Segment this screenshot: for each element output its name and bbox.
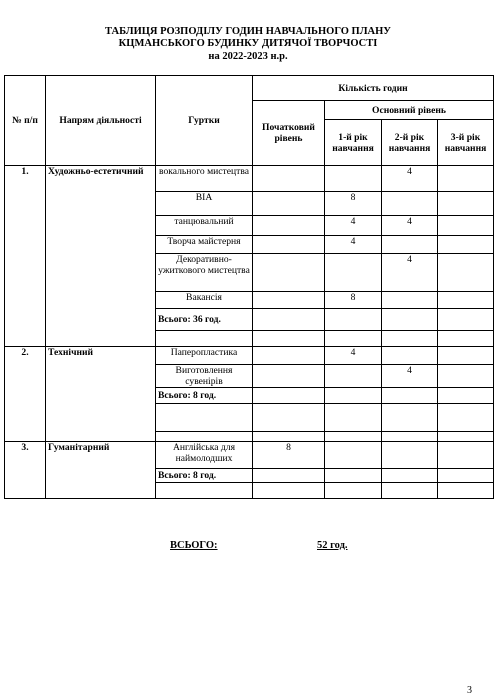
hours-year-3-cell <box>438 365 494 388</box>
club-name-cell: Англійська для наймолодших <box>156 442 253 469</box>
hours-year-2-cell: 4 <box>382 166 438 192</box>
header-num: № п/п <box>5 76 46 166</box>
hours-year-3-cell <box>438 254 494 292</box>
hours-year-3-cell <box>438 236 494 254</box>
section-number: 3. <box>5 442 46 499</box>
club-name-cell: Виготовлення сувенірів <box>156 365 253 388</box>
header-hours: Кількість годин <box>253 76 494 101</box>
page-number: 3 <box>467 685 472 696</box>
club-name-cell: Декоративно-ужиткового мистецтва <box>156 254 253 292</box>
section-total-cell: Всього: 8 год. <box>156 388 253 404</box>
hours-year-2-cell <box>382 442 438 469</box>
empty-cell <box>382 404 438 432</box>
hours-year-3-cell <box>438 192 494 216</box>
empty-cell <box>325 432 382 442</box>
hours-initial-cell <box>253 192 325 216</box>
section-number: 1. <box>5 166 46 347</box>
empty-cell <box>325 404 382 432</box>
header-row-1 <box>5 76 494 101</box>
empty-cell <box>438 331 494 347</box>
club-name-cell: вокального мистецтва <box>156 166 253 192</box>
header-year-3: 3-й рік навчання <box>438 120 494 166</box>
hours-year-1-cell: 8 <box>325 292 382 309</box>
empty-cell <box>253 469 325 483</box>
empty-cell <box>253 432 325 442</box>
empty-cell <box>253 309 325 331</box>
hours-year-2-cell <box>382 292 438 309</box>
empty-cell <box>438 432 494 442</box>
hours-initial-cell <box>253 166 325 192</box>
empty-cell <box>325 483 382 499</box>
hours-year-3-cell <box>438 166 494 192</box>
hours-initial-cell <box>253 292 325 309</box>
empty-cell <box>156 404 253 432</box>
empty-cell <box>156 432 253 442</box>
header-direction: Напрям діяльності <box>46 76 156 166</box>
hours-year-2-cell <box>382 192 438 216</box>
hours-year-2-cell: 4 <box>382 365 438 388</box>
empty-cell <box>253 331 325 347</box>
club-name-cell: Творча майстерня <box>156 236 253 254</box>
hours-year-1-cell <box>325 254 382 292</box>
empty-cell <box>382 469 438 483</box>
hours-year-1-cell: 4 <box>325 236 382 254</box>
empty-cell <box>438 404 494 432</box>
empty-cell <box>253 388 325 404</box>
hours-year-1-cell: 8 <box>325 192 382 216</box>
hours-year-2-cell <box>382 347 438 365</box>
hours-initial-cell <box>253 236 325 254</box>
document-title-line-2: КЦМАНСЬКОГО БУДИНКУ ДИТЯЧОЇ ТВОРЧОСТІ <box>118 38 378 49</box>
empty-cell <box>438 309 494 331</box>
hours-year-3-cell <box>438 292 494 309</box>
document-title-line-1: ТАБЛИЦЯ РОЗПОДІЛУ ГОДИН НАВЧАЛЬНОГО ПЛАНУ <box>105 26 391 37</box>
table-body <box>5 166 494 499</box>
section-total-cell: Всього: 8 год. <box>156 469 253 483</box>
club-name-cell: танцювальний <box>156 216 253 236</box>
header-initial: Початковий рівень <box>253 101 325 166</box>
hours-year-2-cell: 4 <box>382 216 438 236</box>
empty-cell <box>382 388 438 404</box>
empty-cell <box>325 331 382 347</box>
grand-total-value: 52 год. <box>317 540 348 551</box>
hours-year-2-cell: 4 <box>382 254 438 292</box>
header-year-2: 2-й рік навчання <box>382 120 438 166</box>
hours-year-3-cell <box>438 347 494 365</box>
club-name-cell: ВІА <box>156 192 253 216</box>
club-name-cell: Вакансія <box>156 292 253 309</box>
empty-cell <box>156 331 253 347</box>
section-direction: Гуманітарний <box>46 442 156 499</box>
section-direction: Технічний <box>46 347 156 442</box>
hours-year-1-cell <box>325 442 382 469</box>
empty-cell <box>325 309 382 331</box>
empty-cell <box>438 388 494 404</box>
empty-cell <box>253 483 325 499</box>
section-total-cell: Всього: 36 год. <box>156 309 253 331</box>
empty-cell <box>325 388 382 404</box>
table-row <box>5 166 494 192</box>
hours-initial-cell <box>253 347 325 365</box>
header-basic: Основний рівень <box>325 101 494 120</box>
empty-cell <box>382 309 438 331</box>
empty-cell <box>438 483 494 499</box>
table-row <box>5 347 494 365</box>
empty-cell <box>438 469 494 483</box>
header-year-1: 1-й рік навчання <box>325 120 382 166</box>
header-clubs: Гуртки <box>156 76 253 166</box>
hours-year-1-cell: 4 <box>325 347 382 365</box>
hours-year-2-cell <box>382 236 438 254</box>
empty-cell <box>382 331 438 347</box>
table-row <box>5 442 494 469</box>
empty-cell <box>253 404 325 432</box>
empty-cell <box>156 483 253 499</box>
hours-distribution-table <box>4 75 494 499</box>
club-name-cell: Паперопластика <box>156 347 253 365</box>
document-title-line-3: на 2022-2023 н.р. <box>208 51 288 62</box>
empty-cell <box>382 432 438 442</box>
hours-year-3-cell <box>438 442 494 469</box>
empty-cell <box>325 469 382 483</box>
hours-year-3-cell <box>438 216 494 236</box>
hours-initial-cell <box>253 254 325 292</box>
hours-initial-cell: 8 <box>253 442 325 469</box>
section-direction: Художньо-естетичний <box>46 166 156 347</box>
hours-initial-cell <box>253 216 325 236</box>
section-number: 2. <box>5 347 46 442</box>
empty-cell <box>382 483 438 499</box>
hours-year-1-cell <box>325 365 382 388</box>
hours-year-1-cell: 4 <box>325 216 382 236</box>
hours-initial-cell <box>253 365 325 388</box>
hours-year-1-cell <box>325 166 382 192</box>
grand-total-label: ВСЬОГО: <box>170 540 218 551</box>
